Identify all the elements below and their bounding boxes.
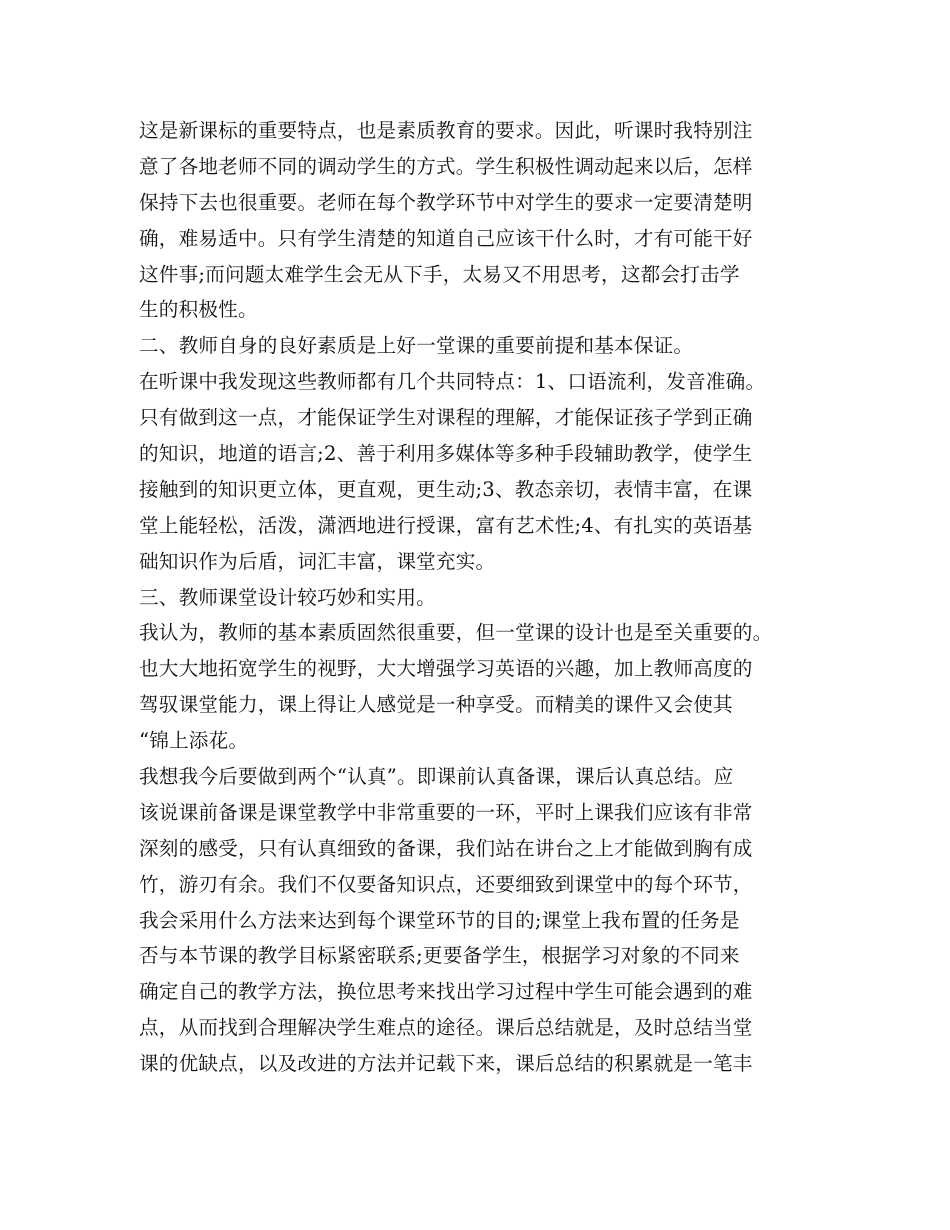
text-line: 只有做到这一点，才能保证学生对课程的理解，才能保证孩子学到正确 xyxy=(139,406,753,430)
text-line: 础知识作为后盾，词汇丰富，课堂充实。 xyxy=(139,549,496,573)
text-line: 否与本节课的教学目标紧密联系;更要备学生，根据学习对象的不同来 xyxy=(139,944,740,968)
text-line: 我想我今后要做到两个“认真”。即课前认真备课，课后认真总结。应 xyxy=(139,765,734,789)
text-line: 意了各地老师不同的调动学生的方式。学生积极性调动起来以后，怎样 xyxy=(139,154,753,178)
text-line: 接触到的知识更立体，更直观，更生动;3、教态亲切，表情丰富，在课 xyxy=(139,477,753,501)
text-line: 这件事;而问题太难学生会无从下手，太易又不用思考，这都会打击学 xyxy=(139,262,740,286)
section-heading: 三、教师课堂设计较巧妙和实用。 xyxy=(139,585,436,609)
text-line: 保持下去也很重要。老师在每个教学环节中对学生的要求一定要清楚明 xyxy=(139,190,753,214)
text-line: 驾驭课堂能力，课上得让人感觉是一种享受。而精美的课件又会使其 xyxy=(139,693,733,717)
text-line: 也大大地拓宽学生的视野，大大增强学习英语的兴趣，加上教师高度的 xyxy=(139,657,753,681)
text-line: 竹，游刃有余。我们不仅要备知识点，还要细致到课堂中的每个环节， xyxy=(139,872,753,896)
text-line: 的知识，地道的语言;2、善于利用多媒体等多种手段辅助教学，使学生 xyxy=(139,442,753,466)
section-heading: 二、教师自身的良好素质是上好一堂课的重要前提和基本保证。 xyxy=(139,334,694,358)
text-line: 我认为，教师的基本素质固然很重要，但一堂课的设计也是至关重要的。 xyxy=(139,621,773,645)
text-line: 在听课中我发现这些教师都有几个共同特点：1、口语流利，发音准确。 xyxy=(139,370,766,394)
text-line: 深刻的感受，只有认真细致的备课，我们站在讲台之上才能做到胸有成 xyxy=(139,836,753,860)
text-line: 我会采用什么方法来达到每个课堂环节的目的;课堂上我布置的任务是 xyxy=(139,908,740,932)
text-line: “锦上添花。 xyxy=(139,729,249,753)
text-line: 课的优缺点，以及改进的方法并记载下来，课后总结的积累就是一笔丰 xyxy=(139,1052,753,1076)
text-line: 点，从而找到合理解决学生难点的途径。课后总结就是，及时总结当堂 xyxy=(139,1016,753,1040)
text-line: 这是新课标的重要特点，也是素质教育的要求。因此，听课时我特别注 xyxy=(139,119,753,142)
text-line: 堂上能轻松，活泼，潇洒地进行授课，富有艺术性;4、有扎实的英语基 xyxy=(139,513,753,537)
document-body xyxy=(139,113,839,1082)
text-line: 该说课前备课是课堂教学中非常重要的一环，平时上课我们应该有非常 xyxy=(139,800,753,824)
text-line: 确定自己的教学方法，换位思考来找出学习过程中学生可能会遇到的难 xyxy=(139,980,753,1004)
text-line: 确，难易适中。只有学生清楚的知道自己应该干什么时，才有可能干好 xyxy=(139,226,753,250)
text-line: 生的积极性。 xyxy=(139,298,258,322)
